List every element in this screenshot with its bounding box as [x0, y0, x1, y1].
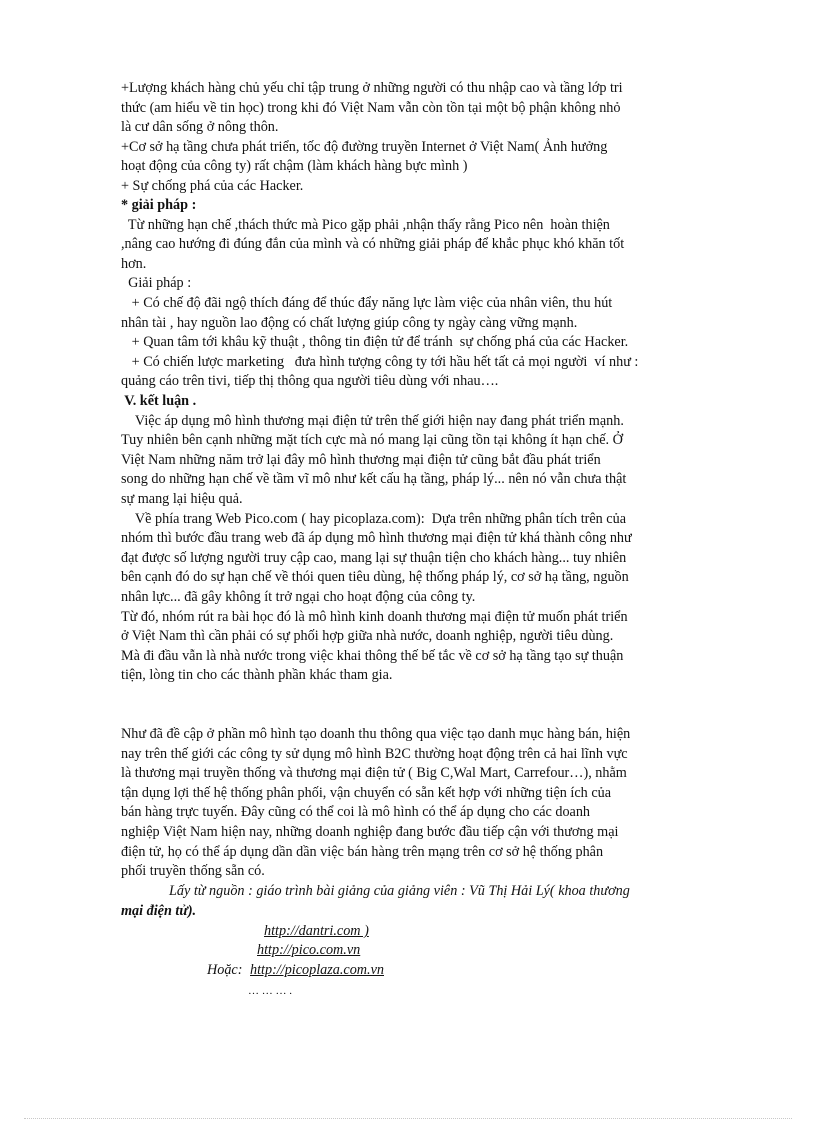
conclusion-line: Tuy nhiên bên cạnh những mặt tích cực mà nó mang lại cũng tồn tại không ít hạn chế. Ở: [121, 432, 623, 449]
limitation-line: là cư dân sống ở nông thôn.: [121, 119, 279, 136]
conclusion-line: Việc áp dụng mô hình thương mại điện tử trên thế giới hiện nay đang phát triển mạnh.: [121, 412, 624, 429]
conclusion-line: Về phía trang Web Pico.com ( hay picoplaza.com): Dựa trên những phân tích trên của: [121, 510, 626, 527]
picoplaza-link[interactable]: http://picoplaza.com.vn: [250, 962, 384, 978]
ellipsis-row: [248, 982, 448, 1002]
source-alt-row: [207, 961, 527, 981]
conclusion-heading: V. kết luận .: [121, 393, 197, 409]
solution-intro-line: Từ những hạn chế ,thách thức mà Pico gặp phải ,nhận thấy rằng Pico nên hoàn thiện: [121, 216, 610, 233]
limitation-line: thức (am hiểu về tin học) trong khi đó Việt Nam vẫn còn tồn tại một bộ phận không nhỏ: [121, 99, 621, 116]
conclusion-line: Mà đi đầu vẫn là nhà nước trong việc khai thông thế bế tắc về cơ sở hạ tầng tạo sự thuận: [121, 647, 624, 664]
limitation-line: +Cơ sở hạ tầng chưa phát triển, tốc độ đường truyền Internet ở Việt Nam( Ảnh hưởng: [121, 138, 608, 155]
conclusion-line: đạt được số lượng người truy cập cao, mang lại sự thuận tiện cho khách hàng... tuy nhiên: [121, 549, 627, 566]
limitation-line: hoạt động của công ty) rất chậm (làm khách hàng bực mình ): [121, 158, 468, 175]
conclusion-line: ở Việt Nam thì cần phải có sự phối hợp giữa nhà nước, doanh nghiệp, người tiêu dùng.: [121, 628, 614, 645]
solution-intro-line: hơn.: [121, 255, 147, 272]
summary-line: phối truyền thống sẵn có.: [121, 863, 265, 880]
conclusion-line: song do những hạn chế về tầm vĩ mô như kết cấu hạ tầng, pháp lý... nên nó vẫn chưa thật: [121, 471, 627, 488]
sources-section: [121, 882, 701, 921]
solution-section: [121, 196, 701, 392]
solution-item-line: nhân tài , hay nguồn lao động có chất lượng giúp công ty ngày càng vững mạnh.: [121, 314, 578, 331]
source-links-2: [257, 941, 557, 961]
conclusion-line: bên cạnh đó do sự hạn chế về thói quen tiêu dùng, hệ thống pháp lý, cơ sở hạ tầng, nguồn: [121, 569, 629, 586]
page-bottom-rule: [24, 1118, 792, 1119]
conclusion-line: Việt Nam những năm trở lại đây mô hình thương mại điện tử cũng bắt đầu phát triển: [121, 451, 601, 468]
summary-line: nghiệp Việt Nam hiện nay, những doanh nghiệp đang bước đầu tiếp cận với thương mại: [121, 823, 619, 840]
solution-item-line: + Quan tâm tới khâu kỹ thuật , thông tin điện tử để tránh sự chống phá của các Hacker.: [121, 334, 629, 351]
pico-link[interactable]: http://pico.com.vn: [257, 942, 361, 958]
solution-heading: * giải pháp :: [121, 197, 197, 213]
summary-line: Như đã đề cập ở phần mô hình tạo doanh thu thông qua việc tạo danh mục hàng bán, hiện: [121, 726, 631, 742]
solution-item-line: + Có chế độ đãi ngộ thích đáng để thúc đẩy năng lực làm việc của nhân viên, thu hút: [121, 294, 613, 311]
conclusion-line: nhân lực... đã gây không ít trở ngại cho hoạt động của công ty.: [121, 588, 476, 605]
limitation-line: + Sự chống phá của các Hacker.: [121, 177, 304, 194]
source-citation: Lấy từ nguồn : giáo trình bài giảng của giảng viên : Vũ Thị Hải Lý( khoa thương: [169, 883, 630, 899]
conclusion-section: [121, 392, 701, 686]
solution-item-line: quảng cáo trên tivi, tiếp thị thông qua người tiêu dùng với nhau….: [121, 373, 499, 390]
source-links: [264, 922, 564, 942]
solution-label: Giải pháp :: [121, 275, 192, 292]
conclusion-line: sự mang lại hiệu quả.: [121, 490, 243, 507]
summary-section: [121, 725, 701, 882]
limitations-section: [121, 79, 701, 197]
conclusion-line: tiện, lòng tin cho các thành phần khác tham gia.: [121, 667, 393, 684]
summary-line: là thương mại truyền thống và thương mại điện tử ( Big C,Wal Mart, Carrefour…), nhằm: [121, 765, 627, 782]
summary-line: nay trên thế giới các công ty sử dụng mô hình B2C thường hoạt động trên cả hai lĩnh vực: [121, 745, 628, 762]
summary-line: tận dụng lợi thế hệ thống phân phối, vận chuyển có sẵn kết hợp với những tiện ích của: [121, 784, 612, 801]
solution-item-line: + Có chiến lược marketing đưa hình tượng công ty tới hầu hết tất cả mọi người ví như :: [121, 353, 639, 370]
summary-line: điện tử, họ có thể áp dụng dần dần việc bán hàng trên mạng trên cơ sở hệ thống phân: [121, 843, 604, 860]
summary-line: bán hàng trực tuyến. Đây cũng có thể coi là mô hình có thể áp dụng cho các doanh: [121, 804, 591, 821]
limitation-line: +Lượng khách hàng chủ yếu chỉ tập trung ở những người có thu nhập cao và tầng lớp tri: [121, 80, 623, 96]
or-label: Hoặc:: [207, 962, 243, 978]
dantri-link[interactable]: http://dantri.com ): [264, 923, 369, 939]
ellipsis-text: … … … .: [248, 985, 292, 997]
source-citation-cont: mại điện tử).: [121, 902, 197, 919]
solution-intro-line: ,nâng cao hướng đi đúng đắn của mình và có những giải pháp để khắc phục khó khăn tốt: [121, 236, 625, 253]
conclusion-line: Từ đó, nhóm rút ra bài học đó là mô hình kinh doanh thương mại điện tử muốn phát triển: [121, 608, 628, 625]
conclusion-line: nhóm thì bước đầu trang web đã áp dụng mô hình thương mại điện tử khá thành công như: [121, 530, 632, 547]
